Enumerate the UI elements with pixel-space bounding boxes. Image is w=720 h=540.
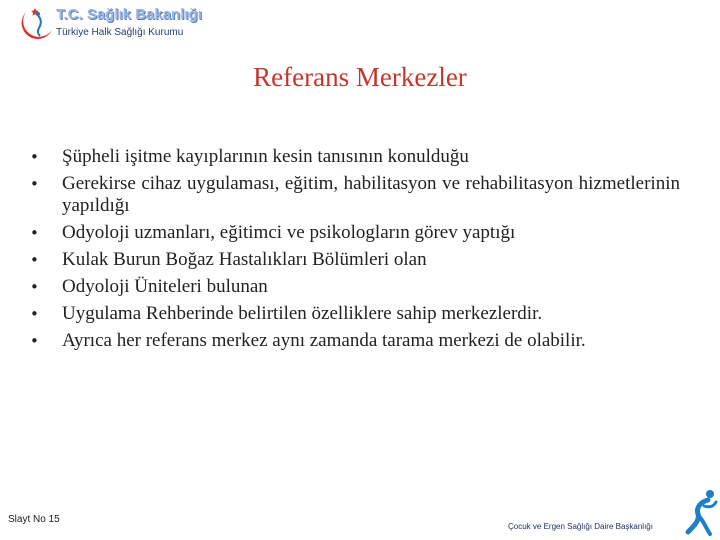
- bullet-text: Kulak Burun Boğaz Hastalıkları Bölümleri olan: [62, 249, 427, 270]
- bullet-dot-icon: •: [30, 332, 39, 350]
- bullet-text: Ayrıca her referans merkez aynı zamanda tarama merkezi de olabilir.: [62, 330, 586, 351]
- bullet-dot-icon: •: [30, 175, 39, 193]
- bullet-item: [30, 249, 680, 271]
- bullet-item: [30, 330, 680, 352]
- bullet-list: [30, 146, 680, 357]
- bullet-item: [30, 222, 680, 244]
- organization-subtitle: Türkiye Halk Sağlığı Kurumu: [56, 27, 184, 38]
- bullet-item: [30, 173, 680, 217]
- bullet-dot-icon: •: [30, 305, 39, 323]
- slide-number: Slayt No 15: [8, 514, 60, 525]
- bullet-item: [30, 276, 680, 298]
- bullet-dot-icon: •: [30, 224, 39, 242]
- bullet-text: Uygulama Rehberinde belirtilen özelliklere sahip merkezlerdir.: [62, 303, 543, 324]
- bullet-dot-icon: •: [30, 251, 39, 269]
- organization-title: T.C. Sağlık Bakanlığı: [56, 6, 202, 23]
- bullet-text: Odyoloji uzmanları, eğitimci ve psikologların görev yaptığı: [62, 222, 516, 243]
- bullet-text: Gerekirse cihaz uygulaması, eğitim, habilitasyon ve rehabilitasyon hizmetlerinin yapıldığı: [62, 173, 680, 216]
- department-name: Çocuk ve Ergen Sağlığı Daire Başkanlığı: [508, 522, 653, 531]
- bullet-item: [30, 146, 680, 168]
- bullet-dot-icon: •: [30, 278, 39, 296]
- child-figure-icon: [684, 488, 718, 538]
- bullet-item: [30, 303, 680, 325]
- bullet-text: Odyoloji Üniteleri bulunan: [62, 276, 268, 297]
- bullet-dot-icon: •: [30, 148, 39, 166]
- slide-title: Referans Merkezler: [253, 62, 467, 92]
- ministry-logo-icon: [18, 2, 58, 44]
- bullet-text: Şüpheli işitme kayıplarının kesin tanısının konulduğu: [62, 146, 469, 167]
